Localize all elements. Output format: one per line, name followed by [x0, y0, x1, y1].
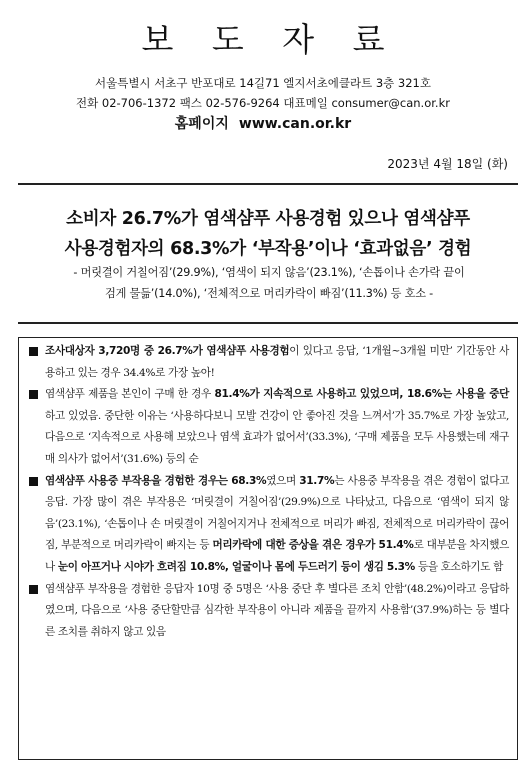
summary-bullet	[29, 579, 509, 644]
homepage-link[interactable]: www.can.or.kr	[238, 116, 352, 132]
bullet-text: 이 있다고 응답, ‘1개월~3개월 미만’ 기간동안 사용하고 있는 경우 34.4%로 가장 높아!	[45, 345, 509, 379]
divider-bottom	[18, 322, 518, 324]
contact-line: 전화 02-706-1372 팩스 02-576-9264 대표메일 consumer@can.or.kr	[76, 96, 450, 110]
subheadline-line-2: 검게 물듦’(14.0%), ‘전체적으로 머리카락이 빠짐’(11.3%) 등 호소 -	[104, 287, 434, 300]
bullet-emphasis-text: 조사대상자 3,720명 중 26.7%가 염색샴푸 사용경험	[45, 345, 290, 357]
headline-line-1: 소비자 26.7%가 염색샴푸 사용경험 있으나 염색샴푸	[66, 209, 470, 229]
release-date: 2023년 4월 18일 (화)	[387, 157, 508, 171]
bullet-text: 염색샴푸 부작용을 경험한 응답자 10명 중 5명은 ‘사용 중단 후 별다른 조치 안함’(48.2%)이라고 응답하였으며, 다음으로 ‘사용 중단할만큼 심각한 부작용이 아니라 제품을 끝까지 사용함’(37.9%)하는 등 별다른 조치를 취하지 않고 있음	[45, 582, 509, 638]
homepage-label: 홈페이지	[174, 116, 229, 132]
divider-top	[18, 183, 518, 185]
bullet-emphasis-text: 눈이 아프거나 시야가 흐려짐 10.8%, 얼굴이나 몸에 두드러기 등이 생김 5.3%	[57, 560, 415, 573]
bullet-emphasis-text: 81.4%가 지속적으로 사용하고 있었으며, 18.6%는 사용을 중단	[214, 388, 509, 401]
bullet-list	[19, 338, 517, 643]
summary-box	[18, 337, 518, 760]
homepage-line	[0, 113, 526, 133]
bullet-square-icon	[29, 390, 38, 399]
bullet-emphasis-text: 머리카락에 대한 증상을 겪은 경우가 51.4%	[212, 539, 414, 552]
summary-bullet	[29, 341, 509, 384]
bullet-square-icon	[29, 585, 38, 594]
bullet-emphasis-text: 31.7%	[299, 474, 335, 487]
bullet-text: 하고 있었음. 중단한 이유는 ‘사용하다보니 모발 건강이 안 좋아진 것을 느껴서’가 35.7%로 가장 높았고, 다음으로 ‘지속적으로 사용해 보았으나 염색 효과가 없어서’(33.3%), ‘구매 제품을 모두 사용했는데 재구매 의사가 없어서’(31.6%) 등의 순	[45, 409, 509, 465]
summary-bullet	[29, 384, 509, 470]
headline-line-2: 사용경험자의 68.3%가 ‘부작용’이나 ‘효과없음’ 경험	[64, 239, 472, 259]
bullet-text: 는 사용중 부작용을 겪은 경험이 없다고 응답. 가장 많이 겪은 부작용은 ‘머릿결이 거칠어짐’(29.9%)으로 나타났고, 다음으로 ‘염색이 되지 않음’(23.1%), ‘손톱이나 손 머릿결이 거칠어지거나 전체적으로 머리가 빠짐, 전체적으로 머리카락이 끊어짐, 부분적으로 머리카락이 빠지는 등	[45, 474, 510, 552]
bullet-square-icon	[29, 347, 38, 356]
bullet-emphasis-text: 염색샴푸 사용중 부작용을 경험한 경우는 68.3%	[45, 474, 267, 487]
bullet-square-icon	[29, 477, 38, 486]
summary-bullet	[29, 471, 509, 579]
press-release-title: 보 도 자 료	[141, 20, 399, 59]
bullet-text: 였으며	[266, 474, 300, 487]
bullet-text: 로 대부분을 차지했으나	[45, 539, 509, 573]
subheadline-line-1: - 머릿결이 거칠어짐’(29.9%), ‘염색이 되지 않음’(23.1%), ‘손톱이나 손가락 끝이	[73, 266, 465, 279]
address-line: 서울특별시 서초구 반포대로 14길71 엘지서초에클라트 3층 321호	[95, 76, 431, 90]
bullet-text: 등을 호소하기도 함	[414, 560, 504, 573]
bullet-text: 염색샴푸 제품을 본인이 구매 한 경우	[45, 388, 215, 401]
